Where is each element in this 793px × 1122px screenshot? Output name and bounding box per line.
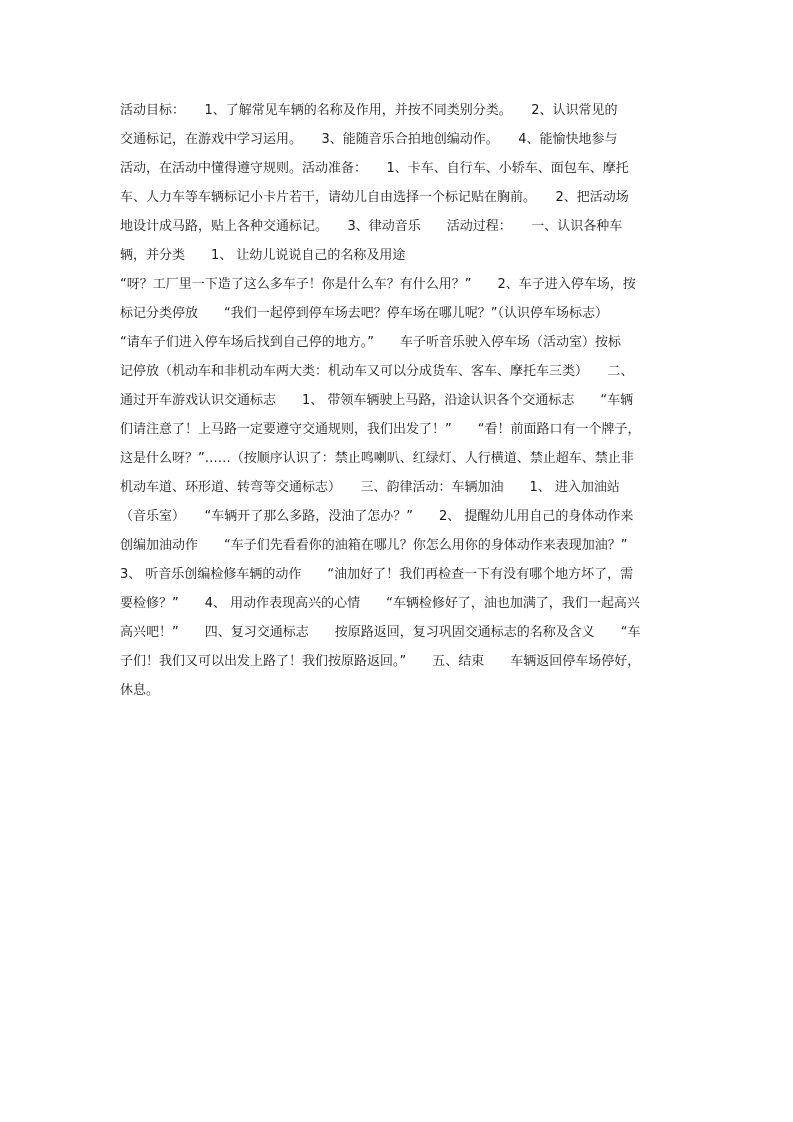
text-line: “请车子们进入停车场后找到自己停的地方。” 车子听音乐驶入停车场（活动室）按标 [120,335,621,350]
text-line: （音乐室） “车辆开了那么多路，没油了怎办？” 2、 提醒幼儿用自己的身体动作来 [120,509,634,524]
text-line: 记停放（机动车和非机动车两大类：机动车又可以分成货车、客车、摩托车三类） 二、 [120,364,634,379]
text-line: 要检修？” 4、 用动作表现高兴的心情 “车辆检修好了，油也加满了，我们一起高兴 [120,596,640,611]
text-line: 子们！我们又可以出发上路了！我们按原路返回。” 五、结束 车辆返回停车场停好， [120,654,641,669]
text-line: 们请注意了！上马路一定要遵守交通规则，我们出发了！” “看！前面路口有一个牌子， [120,422,641,437]
text-line: 创编加油动作 “车子们先看看你的油箱在哪儿？你怎么用你的身体动作来表现加油？” [120,538,628,553]
document-body [120,96,680,705]
text-line: 交通标记，在游戏中学习运用。 3、能随音乐合拍地创编动作。 4、能愉快地参与 [120,132,618,147]
text-line: 机动车道、环形道、转弯等交通标志） 三、韵律活动：车辆加油 1、 进入加油站 [120,480,620,495]
text-line: 通过开车游戏认识交通标志 1、 带领车辆驶上马路，沿途认识各个交通标志 “车辆 [120,393,634,408]
text-line: 车、人力车等车辆标记小卡片若干，请幼儿自由选择一个标记贴在胸前。 2、把活动场 [120,190,629,205]
text-line: 休息。 [120,683,160,698]
text-line: 3、 听音乐创编检修车辆的动作 “油加好了！我们再检查一下有没有哪个地方坏了，需 [120,567,634,582]
text-line: 地设计成马路，贴上各种交通标记。 3、律动音乐 活动过程： 一、认识各种车 [120,219,623,234]
text-line: “呀？工厂里一下造了这么多车子！你是什么车？有什么用？” 2、车子进入停车场，按 [120,277,636,292]
text-line: 标记分类停放 “我们一起停到停车场去吧？停车场在哪儿呢？”（认识停车场标志） [120,306,608,321]
text-line: 这是什么呀？”……（按顺序认识了：禁止鸣喇叭、红绿灯、人行横道、禁止超车、禁止非 [120,451,634,466]
text-line: 辆，并分类 1、 让幼儿说说自己的名称及用途 [120,248,406,263]
text-line: 活动，在活动中懂得遵守规则。活动准备： 1、卡车、自行车、小轿车、面包车、摩托 [120,161,629,176]
text-line: 活动目标： 1、了解常见车辆的名称及作用，并按不同类别分类。 2、认识常见的 [120,103,618,118]
text-line: 高兴吧！” 四、复习交通标志 按原路返回，复习巩固交通标志的名称及含义 “车 [120,625,641,640]
